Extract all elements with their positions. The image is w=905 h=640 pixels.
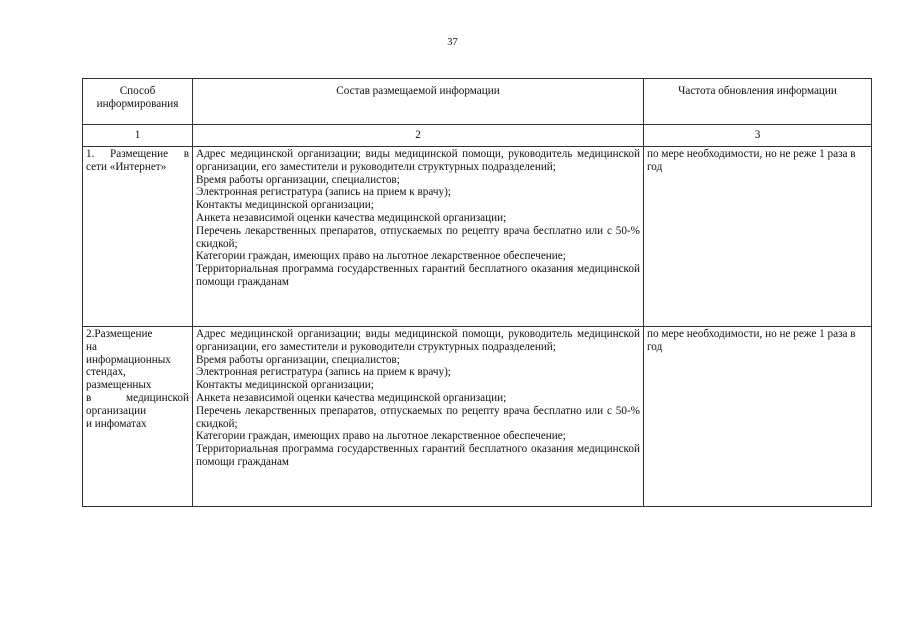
method-line: на [86, 340, 97, 353]
content-line: Территориальная программа государственных гарантий бесплатного оказания медицинской помощи гражданам [196, 443, 640, 468]
content-cell [193, 147, 644, 327]
content-line: Время работы организации, специалистов; [196, 173, 400, 186]
content-line: Электронная регистратура (запись на прием к врачу); [196, 186, 451, 199]
method-cell [83, 147, 193, 327]
content-line: Контакты медицинской организации; [196, 199, 374, 212]
column-number-3: 3 [644, 125, 872, 147]
table-row [83, 147, 872, 327]
frequency-text: по мере необходимости, но не реже 1 раза в год [647, 328, 856, 353]
content-line: Перечень лекарственных препаратов, отпускаемых по рецепту врача бесплатно или с 50-% скидкой; [196, 404, 640, 430]
information-table [82, 78, 872, 507]
method-line: в медицинской [86, 391, 189, 404]
content-line: Анкета независимой оценки качества медицинской организации; [196, 391, 507, 404]
content-cell [193, 327, 644, 507]
header-frequency: Частота обновления информации [644, 79, 872, 125]
frequency-cell [644, 147, 872, 327]
table-row [83, 327, 872, 507]
header-content: Состав размещаемой информации [193, 79, 644, 125]
page-number: 37 [447, 37, 458, 48]
content-line: Категории граждан, имеющих право на льготное лекарственное обеспечение; [196, 250, 566, 263]
method-line: стендах, [86, 366, 126, 379]
content-line: Категории граждан, имеющих право на льготное лекарственное обеспечение; [196, 430, 566, 443]
frequency-cell [644, 327, 872, 507]
method-line: информационных [86, 353, 171, 366]
column-number-1: 1 [83, 125, 193, 147]
content-line: Территориальная программа государственных гарантий бесплатного оказания медицинской помощи гражданам [196, 263, 640, 288]
content-line: Контакты медицинской организации; [196, 379, 374, 392]
content-line: Анкета независимой оценки качества медицинской организации; [196, 211, 507, 224]
content-line: Адрес медицинской организации; виды медицинской помощи, руководитель медицинской организации, его заместители и руководители структурных подразделений; [196, 328, 640, 353]
method-line: сети «Интернет» [86, 160, 167, 173]
method-line: 2.Размещение [86, 328, 153, 340]
method-cell [83, 327, 193, 507]
method-line: организации [86, 404, 147, 417]
method-line: размещенных [86, 379, 152, 392]
frequency-text: по мере необходимости, но не реже 1 раза в год [647, 148, 856, 173]
column-number-row [83, 125, 872, 147]
content-line: Время работы организации, специалистов; [196, 353, 400, 366]
content-line: Адрес медицинской организации; виды медицинской помощи, руководитель медицинской организации, его заместители и руководители структурных подразделений; [196, 148, 640, 173]
method-line: и инфоматах [86, 417, 147, 430]
method-line: 1. Размещение в [86, 148, 189, 160]
content-line: Электронная регистратура (запись на прием к врачу); [196, 366, 451, 379]
content-line: Перечень лекарственных препаратов, отпускаемых по рецепту врача бесплатно или с 50-% скидкой; [196, 224, 640, 250]
table-header-row [83, 79, 872, 125]
column-number-2: 2 [193, 125, 644, 147]
header-method: Способ информирования [83, 79, 193, 125]
